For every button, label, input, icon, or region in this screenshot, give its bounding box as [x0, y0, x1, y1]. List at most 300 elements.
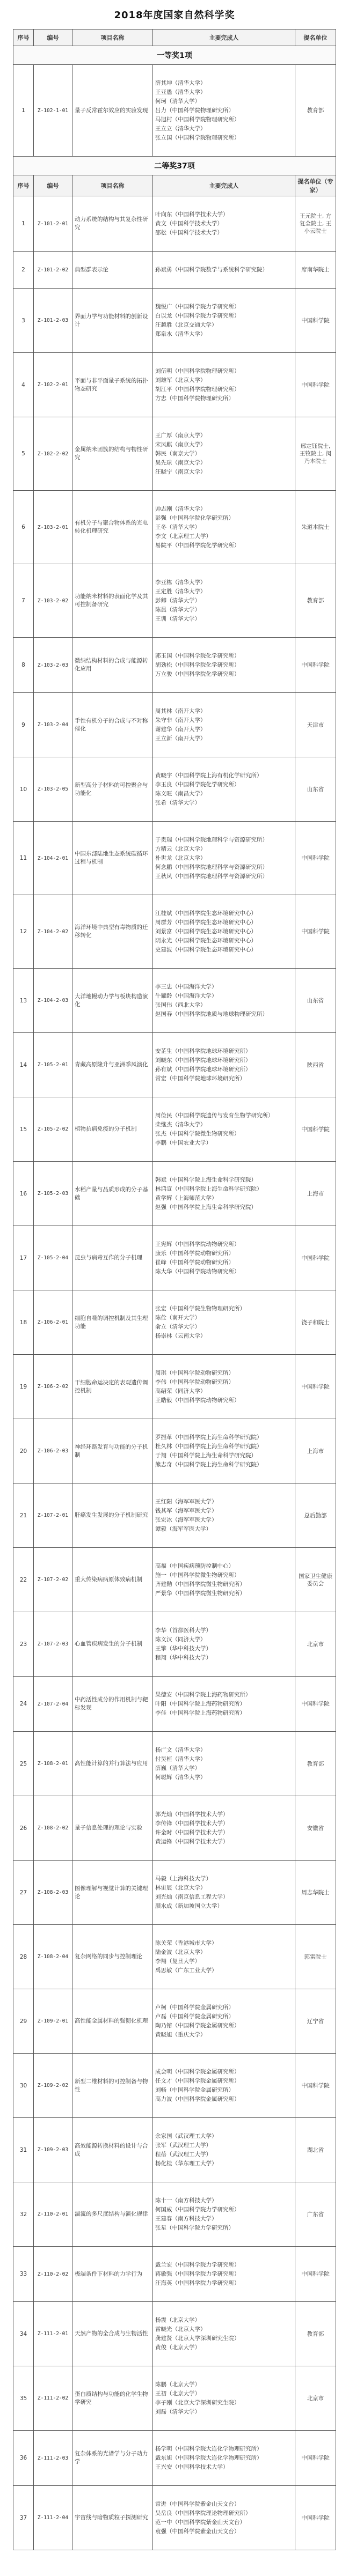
person-name: 李子刚（北京大学深圳研究生院） — [155, 2399, 240, 2406]
person-name: 何念鹏（中国科学院地理科学与资源研究所） — [155, 863, 268, 870]
table-row — [13, 2431, 336, 2486]
person-name: 李伟（中国科学院动物研究所） — [155, 1378, 234, 1385]
person-name: 汪海英（中国科学院力学研究所） — [155, 2279, 240, 2286]
row-seq: 15 — [13, 1097, 34, 1162]
person-name: 雷晓光（北京大学） — [155, 2326, 206, 2333]
row-seq: 37 — [13, 2486, 34, 2550]
person-name: 杜久林（中国科学院上海生命科学研究院） — [155, 1443, 263, 1450]
row-code: Z-111-2-03 — [34, 2431, 72, 2486]
person-name: 黄文（中国科学技术大学） — [155, 220, 223, 227]
row-code: Z-107-2-03 — [34, 1612, 72, 1677]
row-people — [153, 1989, 295, 2054]
person-name: 安芷生（中国科学院地球环境研究所） — [155, 1047, 251, 1054]
person-name: 何聪辉（清华大学） — [155, 1774, 206, 1781]
row-nominator: 中国科学院 — [295, 822, 336, 895]
row-people — [153, 2247, 295, 2302]
person-name: 刘晓东（中国科学院地球环境研究所） — [155, 1057, 251, 1064]
person-name: 陆金波（北京大学） — [155, 1948, 206, 1955]
person-name: 果德安（中国科学院上海药物研究所） — [155, 1691, 251, 1698]
row-project-name: 微纳结构材料的合成与能源转化应用 — [72, 638, 153, 693]
table-row — [13, 491, 336, 564]
row-seq: 32 — [13, 2182, 34, 2247]
row-people — [153, 2431, 295, 2486]
table-row — [13, 2054, 336, 2118]
row-seq: 1 — [13, 196, 34, 252]
person-name: 谭毅（海军军医大学） — [155, 1525, 212, 1532]
person-name: 张宏冰（海军军医大学） — [155, 1516, 217, 1523]
row-people — [153, 1483, 295, 1548]
person-name: 史建波（中国科学院生态环境研究中心） — [155, 946, 257, 953]
row-people — [153, 491, 295, 564]
person-name: 罗振革（中国科学院上海生命科学研究院） — [155, 1434, 263, 1441]
person-name: 张国伟（西北大学） — [155, 1001, 206, 1008]
section-title-second-prize: 二等奖37项 — [13, 157, 336, 175]
table-row — [13, 564, 336, 638]
person-name: 陶乃镕（中国科学院金属研究所） — [155, 2022, 240, 2029]
person-name: 方忠（中国科学院物理研究所） — [155, 395, 234, 402]
row-code: Z-111-2-02 — [34, 2366, 72, 2431]
person-name: 康乐（中国科学院动物研究所） — [155, 1250, 234, 1257]
row-nominator: 山东省 — [295, 969, 336, 1033]
row-code: Z-110-2-02 — [34, 2247, 72, 2302]
row-nominator: 中国科学院 — [295, 638, 336, 693]
row-seq: 30 — [13, 2054, 34, 2118]
person-name: 王红阳（海军军医大学） — [155, 1498, 217, 1505]
table-row — [13, 638, 336, 693]
person-name: 李玉良（中国科学院化学研究所） — [155, 781, 240, 788]
row-seq: 34 — [13, 2302, 34, 2366]
row-project-name: 量子信息处理的理论与实验 — [72, 1796, 153, 1861]
table-row — [13, 1097, 336, 1162]
row-project-name: 功能纳米材料的表面化学及其可控制备研究 — [72, 564, 153, 638]
person-name: 宋凤麒（南京大学） — [155, 441, 206, 448]
row-people — [153, 822, 295, 895]
row-nominator: 中国科学院 — [295, 1097, 336, 1162]
person-name: 汪晓宁（南京大学） — [155, 468, 206, 475]
person-name: 王宪辉（中国科学院动物研究所） — [155, 1241, 240, 1248]
row-nominator: 郭雷院士 — [295, 1925, 336, 1989]
person-name: 江桂斌（中国科学院生态环境研究中心） — [155, 910, 257, 917]
row-code: Z-106-2-02 — [34, 1355, 72, 1419]
person-name: 叶阳（中国科学院上海药物研究所） — [155, 1700, 245, 1707]
person-name: 柴继杰（清华大学） — [155, 1121, 206, 1128]
row-code: Z-102-1-01 — [34, 65, 72, 157]
row-project-name: 天然产物的全合成与生物活性 — [72, 2302, 153, 2366]
row-people — [153, 1925, 295, 1989]
header-people: 主要完成人 — [153, 29, 295, 46]
row-nominator: 朱道本院士 — [295, 491, 336, 564]
row-seq: 19 — [13, 1355, 34, 1419]
row-people — [153, 1677, 295, 1732]
row-project-name: 肝癌发生发展的分子机制研究 — [72, 1483, 153, 1548]
row-project-name: 大洋地幔动力学与板块构造演化 — [72, 969, 153, 1033]
person-name: 李文（北京理工大学） — [155, 533, 212, 540]
person-name: 帅志刚（清华大学） — [155, 505, 206, 512]
row-people — [153, 196, 295, 252]
person-name: 崔峰（中国科学院动物研究所） — [155, 1259, 234, 1266]
row-seq: 3 — [13, 289, 34, 353]
person-name: 韩民（南京大学） — [155, 450, 200, 457]
row-seq: 18 — [13, 1290, 34, 1355]
row-people — [153, 1355, 295, 1419]
row-project-name: 水稻产量与品质形成的分子基础 — [72, 1162, 153, 1226]
row-people — [153, 252, 295, 289]
row-project-name: 青藏高原隆升与亚洲季风演化 — [72, 1033, 153, 1097]
row-people — [153, 2182, 295, 2247]
person-name: 王擎（华中科技大学） — [155, 1645, 212, 1652]
person-name: 彭强（中国科学院化学研究所） — [155, 514, 234, 521]
person-name: 朴世龙（北京大学） — [155, 854, 206, 861]
person-name: 邵松（中国科学技术大学） — [155, 229, 223, 236]
row-code: Z-102-2-02 — [34, 417, 72, 491]
row-seq: 25 — [13, 1732, 34, 1796]
person-name: 陈佺（南开大学） — [155, 1314, 200, 1321]
second-prize-header-name: 项目名称 — [72, 175, 153, 196]
second-prize-header-unit: 提名单位（专家） — [295, 175, 336, 196]
person-name: 黄学辉（上海师范大学） — [155, 1194, 217, 1201]
person-name: 李佳（中国科学院上海药物研究所） — [155, 1709, 245, 1716]
table-row — [13, 65, 336, 157]
person-name: 谢建华（南开大学） — [155, 726, 206, 733]
row-code: Z-105-2-03 — [34, 1162, 72, 1226]
row-code: Z-101-2-03 — [34, 289, 72, 353]
person-name: 常宏（中国科学院地球环境研究所） — [155, 1075, 245, 1082]
row-code: Z-111-2-04 — [34, 2486, 72, 2550]
person-name: 郭玉国（中国科学院化学研究所） — [155, 652, 240, 659]
row-nominator: 中国科学院 — [295, 1226, 336, 1290]
row-people — [153, 638, 295, 693]
header-unit: 提名单位 — [295, 29, 336, 46]
row-seq: 35 — [13, 2366, 34, 2431]
table-row — [13, 1033, 336, 1097]
table-row — [13, 1483, 336, 1548]
person-name: 周俭民（中国科学院遗传与发育生物学研究所） — [155, 1112, 274, 1119]
row-project-name: 平面与非平面量子系统的拓扑物态研究 — [72, 353, 153, 417]
row-seq: 29 — [13, 1989, 34, 2054]
section-title-first-prize: 一等奖1项 — [13, 46, 336, 65]
row-seq: 4 — [13, 353, 34, 417]
person-name: 王训（清华大学） — [155, 615, 200, 622]
person-name: 熊志奇（中国科学院上海生命科学研究院） — [155, 1461, 263, 1468]
row-project-name: 有机分子与聚合物体系的光电转化机理研究 — [72, 491, 153, 564]
row-seq: 36 — [13, 2431, 34, 2486]
table-row — [13, 1162, 336, 1226]
person-name: 吴先球（南京大学） — [155, 459, 206, 466]
row-code: Z-104-2-01 — [34, 822, 72, 895]
person-name: 高绍荣（同济大学） — [155, 1387, 206, 1394]
row-project-name: 新型高分子材料的可控聚合与功能化 — [72, 757, 153, 822]
person-name: 于贵瑞（中国科学院地理科学与资源研究所） — [155, 836, 268, 843]
row-project-name: 新型二维材料的可控制备与物性 — [72, 2054, 153, 2118]
row-seq: 1 — [13, 65, 34, 157]
row-people — [153, 1861, 295, 1925]
row-seq: 9 — [13, 693, 34, 757]
person-name: 胡劲松（中国科学院化学研究所） — [155, 661, 240, 668]
table-row — [13, 2118, 336, 2182]
row-nominator: 中国科学院 — [295, 2431, 336, 2486]
person-name: 李三忠（中国海洋大学） — [155, 983, 217, 990]
person-name: 赵强（中国科学院上海生命科学研究院） — [155, 1204, 257, 1211]
table-header-row — [13, 29, 336, 46]
row-nominator: 中国科学院 — [295, 1677, 336, 1732]
row-nominator: 北京市 — [295, 2366, 336, 2431]
row-project-name: 干细胞命运决定的表观遗传调控机制 — [72, 1355, 153, 1419]
row-code: Z-103-2-04 — [34, 693, 72, 757]
person-name: 王广厚（南京大学） — [155, 432, 206, 439]
person-name: 戴兰宏（中国科学院力学研究所） — [155, 2261, 240, 2268]
row-people — [153, 2486, 295, 2550]
table-row — [13, 417, 336, 491]
second-prize-header-code: 编号 — [34, 175, 72, 196]
row-project-name: 手性有机分子的合成与不对称催化 — [72, 693, 153, 757]
row-project-name: 复杂体系的光谱学与分子动力学 — [72, 2431, 153, 2486]
person-name: 李翔（复旦大学） — [155, 1958, 200, 1965]
row-project-name: 湍流的多尺度结构与演化规律 — [72, 2182, 153, 2247]
person-name: 薛巍（清华大学） — [155, 1765, 200, 1772]
row-code: Z-106-2-01 — [34, 1290, 72, 1355]
row-people — [153, 2054, 295, 2118]
row-people — [153, 1419, 295, 1483]
table-row — [13, 1612, 336, 1677]
table-row — [13, 252, 336, 289]
header-name: 项目名称 — [72, 29, 153, 46]
row-nominator: 北京市 — [295, 1612, 336, 1677]
person-name: 刘畅（中国科学院金属研究所） — [155, 2086, 234, 2093]
person-name: 杨化桂（华东理工大学） — [155, 2160, 217, 2167]
table-row — [13, 2486, 336, 2550]
person-name: 何国威（中国科学院力学研究所） — [155, 2206, 240, 2213]
row-project-name: 复杂网络的同步与控制理论 — [72, 1925, 153, 1989]
person-name: 刘光灿（南京信息工程大学） — [155, 1893, 229, 1900]
row-seq: 26 — [13, 1796, 34, 1861]
person-name: 方精云（北京大学） — [155, 845, 206, 852]
table-row — [13, 1290, 336, 1355]
row-nominator: 教育部 — [295, 564, 336, 638]
person-name: 杨广文（清华大学） — [155, 1746, 206, 1753]
row-people — [153, 1732, 295, 1796]
awards-body — [13, 46, 336, 2550]
person-name: 卢磊（中国科学院金属研究所） — [155, 2013, 234, 2020]
person-name: 张宏（中国科学院生物物理研究所） — [155, 1305, 245, 1312]
row-people — [153, 417, 295, 491]
row-seq: 22 — [13, 1548, 34, 1612]
row-people — [153, 895, 295, 969]
row-project-name: 中药活性成分的作用机制与靶标发现 — [72, 1677, 153, 1732]
person-name: 吕力（中国科学院物理研究所） — [155, 107, 234, 114]
person-name: 马毅（上海科技大学） — [155, 1875, 212, 1882]
table-row — [13, 1226, 336, 1290]
table-row — [13, 353, 336, 417]
row-code: Z-105-2-02 — [34, 1097, 72, 1162]
row-people — [153, 969, 295, 1033]
header-seq: 序号 — [13, 29, 34, 46]
person-name: 付昊桓（清华大学） — [155, 1755, 206, 1762]
row-project-name: 图像理解与视觉计算的关键理论 — [72, 1861, 153, 1925]
person-name: 张星（中国科学院力学研究所） — [155, 2224, 234, 2231]
row-nominator: 王元院士, 方复全院士, 王小云院士 — [295, 196, 336, 252]
row-code: Z-107-2-04 — [34, 1677, 72, 1732]
row-seq: 11 — [13, 822, 34, 895]
person-name: 黄俊（北京大学） — [155, 2344, 200, 2351]
row-seq: 21 — [13, 1483, 34, 1548]
person-name: 魏悦广（中国科学院力学研究所） — [155, 303, 240, 310]
person-name: 刘景富（中国科学院生态环境研究中心） — [155, 928, 257, 935]
second-prize-header-seq: 序号 — [13, 175, 34, 196]
row-seq: 27 — [13, 1861, 34, 1925]
row-seq: 24 — [13, 1677, 34, 1732]
row-seq: 31 — [13, 2118, 34, 2182]
table-row — [13, 289, 336, 353]
row-nominator: 天津市 — [295, 693, 336, 757]
person-name: 黄晓宇（中国科学院上海有机化学研究所） — [155, 772, 263, 779]
person-name: 万立骏（中国科学院化学研究所） — [155, 670, 240, 677]
row-seq: 33 — [13, 2247, 34, 2302]
row-code: Z-103-2-03 — [34, 638, 72, 693]
row-project-name: 蛋白质结构与功能的化学生物学研究 — [72, 2366, 153, 2431]
person-name: 龚建贤（北京大学深圳研究生院） — [155, 2335, 240, 2342]
table-row — [13, 2302, 336, 2366]
row-code: Z-103-2-01 — [34, 491, 72, 564]
person-name: 成会明（中国科学院金属研究所） — [155, 2068, 240, 2075]
row-code: Z-104-2-03 — [34, 969, 72, 1033]
table-row — [13, 1355, 336, 1419]
person-name: 王定胜（清华大学） — [155, 588, 206, 595]
person-name: 黄晓旭（重庆大学） — [155, 2031, 206, 2038]
row-code: Z-101-2-01 — [34, 196, 72, 252]
row-nominator: 教育部 — [295, 2302, 336, 2366]
person-name: 孙有斌（中国科学院地球环境研究所） — [155, 1066, 251, 1073]
person-name: 王立立（清华大学） — [155, 125, 206, 132]
row-project-name: 典型群表示论 — [72, 252, 153, 289]
row-nominator: 湖北省 — [295, 2118, 336, 2182]
person-name: 王初（北京大学） — [155, 2390, 200, 2397]
person-name: 彭卿（清华大学） — [155, 597, 200, 604]
person-name: 颜水成（新加坡国立大学） — [155, 1902, 223, 1909]
row-seq: 8 — [13, 638, 34, 693]
person-name: 施一（中国科学院微生物研究所） — [155, 1571, 240, 1578]
person-name: 薛其坤（清华大学） — [155, 79, 206, 86]
person-name: 陈关荣（香港城市大学） — [155, 1939, 217, 1946]
row-code: Z-103-2-02 — [34, 564, 72, 638]
row-code: Z-109-2-03 — [34, 2118, 72, 2182]
person-name: 王建春（南方科技大学） — [155, 2215, 217, 2222]
row-people — [153, 2118, 295, 2182]
row-project-name: 重大传染病病原体致病机制 — [72, 1548, 153, 1612]
person-name: 蒋敏强（中国科学院力学研究所） — [155, 2270, 240, 2277]
row-nominator: 邢定钰院士, 王牧院士, 闵乃本院士 — [295, 417, 336, 491]
second-prize-header-row — [13, 175, 336, 196]
row-people — [153, 1548, 295, 1612]
row-nominator: 饶子和院士 — [295, 1290, 336, 1355]
person-name: 黄运锋（中国科学技术大学） — [155, 1838, 229, 1845]
row-seq: 20 — [13, 1419, 34, 1483]
row-project-name: 植物抗病免疫的分子机制 — [72, 1097, 153, 1162]
header-code: 编号 — [34, 29, 72, 46]
person-name: 刘伍明（中国科学院物理研究所） — [155, 367, 240, 374]
table-row — [13, 2182, 336, 2247]
row-project-name: 极端条件下材料的力学行为 — [72, 2247, 153, 2302]
row-nominator: 周志华院士 — [295, 1861, 336, 1925]
row-people — [153, 1162, 295, 1226]
row-code: Z-105-2-01 — [34, 1033, 72, 1097]
row-code: Z-109-2-01 — [34, 1989, 72, 2054]
table-row — [13, 2247, 336, 2302]
person-name: 俞立（清华大学） — [155, 1323, 200, 1330]
row-code: Z-108-2-01 — [34, 1732, 72, 1796]
table-row — [13, 2366, 336, 2431]
row-nominator: 广东省 — [295, 2182, 336, 2247]
person-name: 胡江平（中国科学院物理研究所） — [155, 386, 240, 393]
row-code: Z-103-2-05 — [34, 757, 72, 822]
person-name: 张希（清华大学） — [155, 799, 200, 806]
person-name: 卢柯（中国科学院金属研究所） — [155, 2004, 234, 2011]
person-name: 杨震（北京大学） — [155, 2316, 200, 2323]
person-name: 刘磊（清华大学） — [155, 2408, 200, 2415]
row-seq: 23 — [13, 1612, 34, 1677]
row-project-name: 量子反常霍尔效应的实验发现 — [72, 65, 153, 157]
person-name: 余家国（武汉理工大学） — [155, 2132, 217, 2139]
person-name: 陈义汉（同济大学） — [155, 1636, 206, 1643]
row-seq: 2 — [13, 252, 34, 289]
person-name: 孙斌勇（中国科学院数学与系统科学研究院） — [155, 266, 268, 273]
table-row — [13, 1419, 336, 1483]
row-people — [153, 564, 295, 638]
person-name: 高福（中国疾病预防控制中心） — [155, 1562, 234, 1569]
person-name: 汪越胜（北京交通大学） — [155, 321, 217, 328]
person-name: 韩斌（中国科学院上海生命科学研究院） — [155, 1176, 257, 1183]
row-nominator: 上海市 — [295, 1419, 336, 1483]
person-name: 张军（武汉理工大学） — [155, 2142, 212, 2149]
row-people — [153, 353, 295, 417]
person-name: 刘雄军（北京大学） — [155, 377, 206, 383]
person-name: 李传锋（中国科学技术大学） — [155, 1820, 229, 1827]
row-project-name: 海洋环境中典型有毒物质的迁移转化 — [72, 895, 153, 969]
row-people — [153, 65, 295, 157]
row-people — [153, 1612, 295, 1677]
table-row — [13, 1925, 336, 1989]
row-nominator: 总后勤部 — [295, 1483, 336, 1548]
person-name: 朱守非（南开大学） — [155, 717, 206, 724]
row-people — [153, 1796, 295, 1861]
person-name: 高力波（中国科学院金属研究所） — [155, 2095, 240, 2102]
row-project-name: 中国东部陆地生态系统碳循环过程与机制 — [72, 822, 153, 895]
row-people — [153, 1226, 295, 1290]
table-row — [13, 1677, 336, 1732]
row-project-name: 动力系统的结构与其复杂性研究 — [72, 196, 153, 252]
table-row — [13, 1732, 336, 1796]
person-name: 李亚栋（清华大学） — [155, 579, 206, 586]
row-nominator: 中国科学院 — [295, 2054, 336, 2118]
person-name: 程蓓（武汉理工大学） — [155, 2151, 212, 2158]
person-name: 王立新（南开大学） — [155, 735, 206, 742]
person-name: 袁强（中国科学院紫金山天文台） — [155, 2528, 240, 2535]
row-code: Z-107-2-01 — [34, 1483, 72, 1548]
row-nominator: 国家卫生健康委员会 — [295, 1548, 336, 1612]
person-name: 戴东旭（中国科学院大连化学物理研究所） — [155, 2454, 263, 2461]
row-code: Z-101-2-02 — [34, 252, 72, 289]
person-name: 程翔（华中科技大学） — [155, 1654, 212, 1661]
person-name: 周其林（南开大学） — [155, 707, 206, 714]
row-seq: 10 — [13, 757, 34, 822]
person-name: 陈义旺（南昌大学） — [155, 790, 206, 797]
awards-table — [13, 29, 336, 2550]
row-nominator: 上海市 — [295, 1162, 336, 1226]
table-row — [13, 196, 336, 252]
table-row — [13, 1796, 336, 1861]
person-name: 杨崇林（云南大学） — [155, 1332, 206, 1339]
row-nominator: 中国科学院 — [295, 1355, 336, 1419]
section-heading-second-prize — [13, 157, 336, 175]
